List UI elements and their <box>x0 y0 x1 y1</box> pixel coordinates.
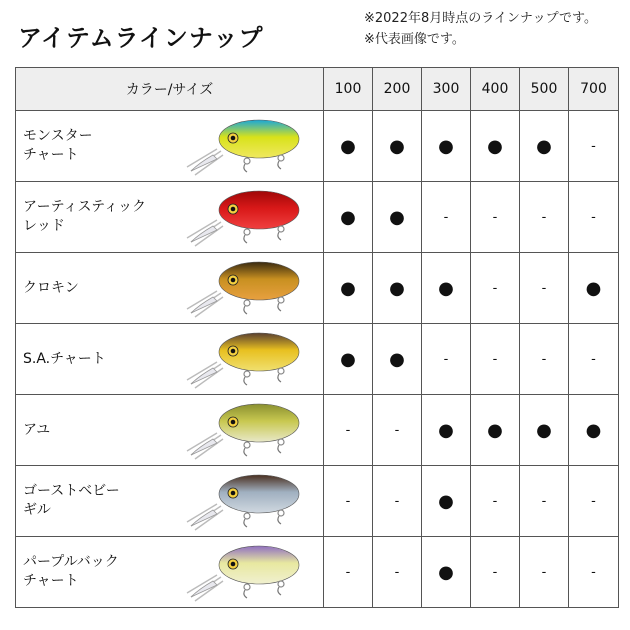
color-name-line: ギル <box>23 502 51 518</box>
color-name-line: チャート <box>23 573 79 589</box>
available-dot: ● <box>438 561 454 583</box>
color-name-line: チャート <box>23 147 79 163</box>
available-dot: ● <box>389 348 405 370</box>
available-dot: ● <box>340 277 356 299</box>
availability-cell <box>471 324 520 395</box>
availability-cell <box>471 395 520 466</box>
table-row <box>16 537 619 608</box>
available-dot: ● <box>536 135 552 157</box>
availability-cell <box>422 182 471 253</box>
header-size: 400 <box>471 68 520 111</box>
availability-cell <box>569 466 619 537</box>
available-dot: ● <box>438 419 454 441</box>
color-name <box>16 466 162 537</box>
color-name-line: S.A.チャート <box>23 350 106 367</box>
color-name-line: アユ <box>23 421 51 438</box>
availability-cell <box>422 395 471 466</box>
unavailable-dash: - <box>591 210 596 225</box>
color-name <box>16 182 162 253</box>
availability-cell <box>569 182 619 253</box>
available-dot: ● <box>438 490 454 512</box>
availability-cell <box>422 253 471 324</box>
header-size: 200 <box>373 68 422 111</box>
availability-cell <box>373 182 422 253</box>
availability-cell <box>373 466 422 537</box>
table-row <box>16 324 619 395</box>
lure-ghost-baby-gill-icon <box>177 468 307 534</box>
availability-cell <box>471 253 520 324</box>
availability-cell <box>471 466 520 537</box>
lure-image-cell <box>162 466 324 537</box>
lure-image-cell <box>162 253 324 324</box>
table-row <box>16 253 619 324</box>
table-header-row <box>16 68 619 111</box>
unavailable-dash: - <box>394 494 400 509</box>
availability-cell <box>422 324 471 395</box>
unavailable-dash: - <box>394 423 400 438</box>
availability-cell <box>373 324 422 395</box>
unavailable-dash: - <box>492 352 498 367</box>
availability-cell <box>520 324 569 395</box>
unavailable-dash: - <box>492 281 498 296</box>
availability-cell <box>324 324 373 395</box>
available-dot: ● <box>340 135 356 157</box>
header-size: 700 <box>569 68 619 111</box>
availability-cell <box>471 537 520 608</box>
available-dot: ● <box>487 135 503 157</box>
availability-cell <box>520 182 569 253</box>
unavailable-dash: - <box>541 494 547 509</box>
availability-cell <box>324 182 373 253</box>
unavailable-dash: - <box>492 494 498 509</box>
header-size: 100 <box>324 68 373 111</box>
color-name-line: ゴーストベビー <box>23 483 120 499</box>
availability-cell <box>373 253 422 324</box>
unavailable-dash: - <box>541 565 547 580</box>
notes <box>364 8 597 50</box>
available-dot: ● <box>536 419 552 441</box>
availability-cell <box>471 111 520 182</box>
availability-cell <box>569 395 619 466</box>
header-size: 500 <box>520 68 569 111</box>
availability-cell <box>569 537 619 608</box>
color-name-line: モンスター <box>23 128 93 144</box>
lure-kurokin-icon <box>177 255 307 321</box>
available-dot: ● <box>340 348 356 370</box>
unavailable-dash: - <box>492 565 498 580</box>
color-name <box>16 253 162 324</box>
color-name <box>16 537 162 608</box>
color-name <box>16 324 162 395</box>
page-title: アイテムラインナップ <box>18 24 264 52</box>
header-color-size: カラー/サイズ <box>16 68 324 111</box>
lure-ayu-icon <box>177 397 307 463</box>
color-name <box>16 111 162 182</box>
unavailable-dash: - <box>541 281 547 296</box>
note-representative-image: ※代表画像です。 <box>364 32 465 47</box>
color-name-line: パープルバック <box>23 554 119 570</box>
availability-cell <box>520 111 569 182</box>
availability-cell <box>373 395 422 466</box>
table-row <box>16 182 619 253</box>
lure-image-cell <box>162 395 324 466</box>
lure-image-cell <box>162 182 324 253</box>
availability-cell <box>324 537 373 608</box>
unavailable-dash: - <box>591 139 596 154</box>
header-size: 300 <box>422 68 471 111</box>
color-name-line: クロキン <box>23 279 79 296</box>
availability-cell <box>422 466 471 537</box>
lineup-table <box>15 67 619 608</box>
available-dot: ● <box>389 135 405 157</box>
availability-cell <box>520 253 569 324</box>
available-dot: ● <box>389 206 405 228</box>
lure-sa-chart-icon <box>177 326 307 392</box>
availability-cell <box>520 537 569 608</box>
table-row <box>16 395 619 466</box>
lure-artistic-red-icon <box>177 184 307 250</box>
available-dot: ● <box>389 277 405 299</box>
color-name <box>16 395 162 466</box>
unavailable-dash: - <box>345 494 351 509</box>
availability-cell <box>520 395 569 466</box>
unavailable-dash: - <box>345 423 351 438</box>
available-dot: ● <box>438 135 454 157</box>
color-name-line: レッド <box>23 218 65 234</box>
available-dot: ● <box>340 206 356 228</box>
available-dot: ● <box>487 419 503 441</box>
unavailable-dash: - <box>394 565 400 580</box>
table-row <box>16 466 619 537</box>
unavailable-dash: - <box>443 210 449 225</box>
availability-cell <box>324 466 373 537</box>
availability-cell <box>422 111 471 182</box>
unavailable-dash: - <box>591 565 596 580</box>
lure-image-cell <box>162 537 324 608</box>
lure-purple-back-chart-icon <box>177 539 307 605</box>
unavailable-dash: - <box>541 352 547 367</box>
color-name-line: アーティスティック <box>23 199 147 215</box>
lure-image-cell <box>162 111 324 182</box>
lure-image-cell <box>162 324 324 395</box>
lure-monster-chart-icon <box>177 113 307 179</box>
availability-cell <box>422 537 471 608</box>
availability-cell <box>373 111 422 182</box>
availability-cell <box>324 395 373 466</box>
available-dot: ● <box>585 419 602 441</box>
table-row <box>16 111 619 182</box>
availability-cell <box>373 537 422 608</box>
availability-cell <box>471 182 520 253</box>
availability-cell <box>324 111 373 182</box>
unavailable-dash: - <box>541 210 547 225</box>
available-dot: ● <box>585 277 602 299</box>
availability-cell <box>569 324 619 395</box>
availability-cell <box>520 466 569 537</box>
note-lineup-date: ※2022年8月時点のラインナップです。 <box>364 11 597 26</box>
unavailable-dash: - <box>345 565 351 580</box>
availability-cell <box>569 111 619 182</box>
unavailable-dash: - <box>591 352 596 367</box>
available-dot: ● <box>438 277 454 299</box>
unavailable-dash: - <box>492 210 498 225</box>
availability-cell <box>324 253 373 324</box>
availability-cell <box>569 253 619 324</box>
unavailable-dash: - <box>443 352 449 367</box>
unavailable-dash: - <box>591 494 596 509</box>
